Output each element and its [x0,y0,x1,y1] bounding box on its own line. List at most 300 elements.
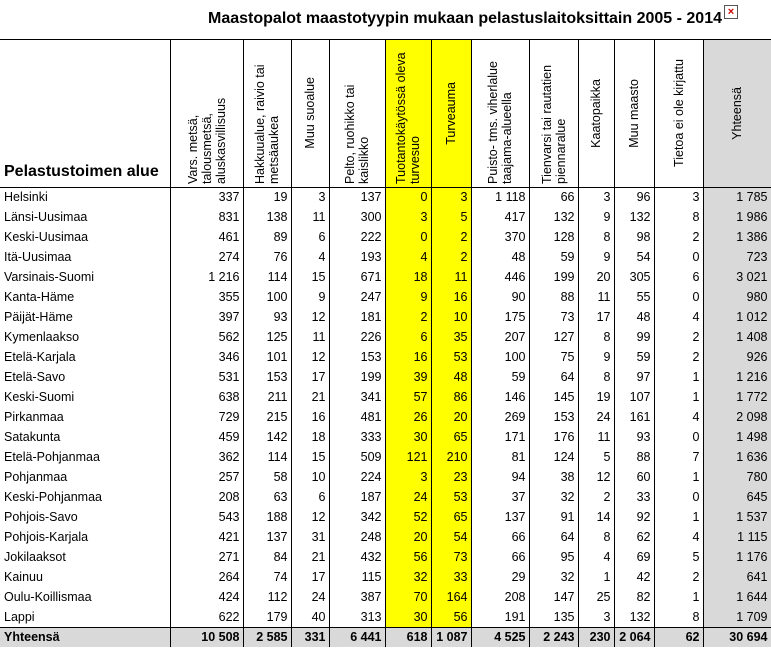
value-cell: 20 [385,527,431,547]
value-cell: 12 [291,307,329,327]
value-cell: 9 [385,287,431,307]
value-cell: 73 [529,307,578,327]
value-cell: 2 585 [243,627,291,647]
value-cell: 11 [291,207,329,227]
value-cell: 88 [614,447,654,467]
value-cell: 248 [329,527,385,547]
table-row [0,227,771,247]
value-cell: 147 [529,587,578,607]
column-header [703,40,771,187]
value-cell: 2 [654,327,703,347]
value-cell: 3 [431,187,471,207]
area-name-cell: Helsinki [0,187,170,207]
value-cell: 8 [578,367,614,387]
data-table [0,40,771,647]
value-cell: 5 [578,447,614,467]
value-cell: 199 [529,267,578,287]
value-cell: 1 [578,567,614,587]
value-cell: 66 [529,187,578,207]
value-cell: 17 [291,567,329,587]
table-row [0,267,771,287]
value-cell: 2 [431,227,471,247]
value-cell: 66 [471,527,529,547]
value-cell: 64 [529,527,578,547]
area-name-cell: Pohjois-Savo [0,507,170,527]
value-cell: 128 [529,227,578,247]
value-cell: 19 [578,387,614,407]
value-cell: 175 [471,307,529,327]
column-header-label: Tuotantokäytössä oleva turvesuo [394,52,422,185]
value-cell: 1 709 [703,607,771,627]
area-name-cell: Itä-Uusimaa [0,247,170,267]
value-cell: 4 [654,407,703,427]
value-cell: 2 [654,347,703,367]
value-cell: 138 [243,207,291,227]
value-cell: 65 [431,507,471,527]
value-cell: 48 [471,247,529,267]
value-cell: 76 [243,247,291,267]
value-cell: 86 [431,387,471,407]
area-name-cell: Pirkanmaa [0,407,170,427]
table-row [0,527,771,547]
value-cell: 9 [578,247,614,267]
value-cell: 55 [614,287,654,307]
column-header [385,40,431,187]
value-cell: 191 [471,607,529,627]
value-cell: 12 [291,507,329,527]
value-cell: 1 636 [703,447,771,467]
value-cell: 56 [385,547,431,567]
value-cell: 4 [578,547,614,567]
value-cell: 100 [471,347,529,367]
table-row [0,487,771,507]
value-cell: 8 [578,527,614,547]
value-cell: 387 [329,587,385,607]
value-cell: 114 [243,267,291,287]
value-cell: 459 [170,427,243,447]
column-header-label: Puisto- tms. viherlalue taajama-alueella [486,61,514,185]
value-cell: 210 [431,447,471,467]
value-cell: 622 [170,607,243,627]
value-cell: 370 [471,227,529,247]
value-cell: 15 [291,267,329,287]
area-name-cell: Lappi [0,607,170,627]
table-row [0,287,771,307]
area-name-cell: Etelä-Pohjanmaa [0,447,170,467]
value-cell: 24 [291,587,329,607]
value-cell: 75 [529,347,578,367]
value-cell: 91 [529,507,578,527]
value-cell: 926 [703,347,771,367]
header-row [0,40,771,187]
value-cell: 3 [578,607,614,627]
value-cell: 226 [329,327,385,347]
value-cell: 2 243 [529,627,578,647]
value-cell: 99 [614,327,654,347]
table-row [0,407,771,427]
value-cell: 4 [291,247,329,267]
value-cell: 125 [243,327,291,347]
value-cell: 313 [329,607,385,627]
value-cell: 164 [431,587,471,607]
value-cell: 1 408 [703,327,771,347]
table-row [0,327,771,347]
value-cell: 3 021 [703,267,771,287]
value-cell: 42 [614,567,654,587]
value-cell: 31 [291,527,329,547]
table-row [0,247,771,267]
column-header [578,40,614,187]
value-cell: 641 [703,567,771,587]
value-cell: 153 [529,407,578,427]
column-header-label: Turveauma [444,81,458,145]
area-name-cell: Jokilaaksot [0,547,170,567]
column-header-label: Yhteensä [730,86,744,140]
area-name-cell: Varsinais-Suomi [0,267,170,287]
value-cell: 331 [291,627,329,647]
value-cell: 1 115 [703,527,771,547]
area-name-cell: Kainuu [0,567,170,587]
value-cell: 137 [329,187,385,207]
value-cell: 9 [578,347,614,367]
value-cell: 92 [614,507,654,527]
value-cell: 1 [654,367,703,387]
value-cell: 1 537 [703,507,771,527]
value-cell: 33 [431,567,471,587]
value-cell: 421 [170,527,243,547]
value-cell: 70 [385,587,431,607]
value-cell: 723 [703,247,771,267]
value-cell: 107 [614,387,654,407]
value-cell: 9 [578,207,614,227]
value-cell: 208 [471,587,529,607]
value-cell: 509 [329,447,385,467]
value-cell: 121 [385,447,431,467]
table-row [0,567,771,587]
value-cell: 98 [614,227,654,247]
value-cell: 96 [614,187,654,207]
table-row [0,187,771,207]
value-cell: 446 [471,267,529,287]
value-cell: 618 [385,627,431,647]
value-cell: 461 [170,227,243,247]
column-header-label: Tietoa ei ole kirjattu [671,59,686,168]
value-cell: 671 [329,267,385,287]
table-row [0,347,771,367]
value-cell: 115 [329,567,385,587]
value-cell: 1 176 [703,547,771,567]
column-header-label: Kaatopaikka [589,78,603,148]
column-header [654,40,703,187]
table-row [0,307,771,327]
value-cell: 30 694 [703,627,771,647]
value-cell: 53 [431,347,471,367]
value-cell: 21 [291,547,329,567]
value-cell: 247 [329,287,385,307]
value-cell: 11 [431,267,471,287]
value-cell: 230 [578,627,614,647]
value-cell: 145 [529,387,578,407]
table-row [0,547,771,567]
table-row [0,387,771,407]
table-row [0,507,771,527]
value-cell: 355 [170,287,243,307]
value-cell: 2 098 [703,407,771,427]
value-cell: 179 [243,607,291,627]
value-cell: 342 [329,507,385,527]
value-cell: 300 [329,207,385,227]
value-cell: 124 [529,447,578,467]
value-cell: 780 [703,467,771,487]
value-cell: 54 [431,527,471,547]
column-header-label: Vars. metsä, talousmetsä, aluskasvillisuus [185,98,228,185]
value-cell: 187 [329,487,385,507]
title-bar [0,0,771,40]
column-header [614,40,654,187]
value-cell: 1 216 [170,267,243,287]
value-cell: 19 [243,187,291,207]
value-cell: 1 118 [471,187,529,207]
value-cell: 3 [385,467,431,487]
value-cell: 10 [291,467,329,487]
value-cell: 3 [578,187,614,207]
value-cell: 1 [654,467,703,487]
value-cell: 81 [471,447,529,467]
area-name-cell: Kymenlaakso [0,327,170,347]
value-cell: 90 [471,287,529,307]
value-cell: 424 [170,587,243,607]
value-cell: 39 [385,367,431,387]
value-cell: 171 [471,427,529,447]
value-cell: 341 [329,387,385,407]
value-cell: 21 [291,387,329,407]
value-cell: 397 [170,307,243,327]
value-cell: 16 [291,407,329,427]
value-cell: 88 [529,287,578,307]
column-header [291,40,329,187]
value-cell: 100 [243,287,291,307]
value-cell: 93 [243,307,291,327]
value-cell: 3 [654,187,703,207]
value-cell: 274 [170,247,243,267]
value-cell: 1 498 [703,427,771,447]
table-row [0,367,771,387]
value-cell: 59 [614,347,654,367]
value-cell: 59 [529,247,578,267]
value-cell: 24 [385,487,431,507]
value-cell: 11 [578,427,614,447]
area-name-cell: Etelä-Savo [0,367,170,387]
value-cell: 112 [243,587,291,607]
value-cell: 20 [431,407,471,427]
value-cell: 2 [578,487,614,507]
value-cell: 4 525 [471,627,529,647]
value-cell: 48 [431,367,471,387]
value-cell: 33 [614,487,654,507]
value-cell: 14 [578,507,614,527]
value-cell: 62 [614,527,654,547]
value-cell: 346 [170,347,243,367]
value-cell: 153 [243,367,291,387]
value-cell: 645 [703,487,771,507]
value-cell: 199 [329,367,385,387]
value-cell: 193 [329,247,385,267]
value-cell: 82 [614,587,654,607]
area-name-cell: Kanta-Häme [0,287,170,307]
value-cell: 97 [614,367,654,387]
value-cell: 337 [170,187,243,207]
value-cell: 6 [385,327,431,347]
value-cell: 153 [329,347,385,367]
total-row [0,627,771,647]
value-cell: 1 216 [703,367,771,387]
value-cell: 0 [654,287,703,307]
area-name-cell: Oulu-Koillismaa [0,587,170,607]
value-cell: 137 [471,507,529,527]
value-cell: 84 [243,547,291,567]
value-cell: 176 [529,427,578,447]
value-cell: 57 [385,387,431,407]
close-icon[interactable]: × [724,5,738,19]
value-cell: 1 [654,507,703,527]
value-cell: 4 [654,527,703,547]
value-cell: 4 [385,247,431,267]
value-cell: 333 [329,427,385,447]
value-cell: 6 [654,267,703,287]
value-cell: 20 [578,267,614,287]
column-header [529,40,578,187]
value-cell: 6 441 [329,627,385,647]
value-cell: 11 [578,287,614,307]
value-cell: 1 772 [703,387,771,407]
column-header [471,40,529,187]
value-cell: 32 [529,567,578,587]
table-row [0,427,771,447]
value-cell: 432 [329,547,385,567]
value-cell: 53 [431,487,471,507]
value-cell: 215 [243,407,291,427]
table-row [0,447,771,467]
value-cell: 93 [614,427,654,447]
value-cell: 8 [654,207,703,227]
value-cell: 1 [654,387,703,407]
value-cell: 638 [170,387,243,407]
value-cell: 16 [431,287,471,307]
value-cell: 1 386 [703,227,771,247]
value-cell: 10 508 [170,627,243,647]
value-cell: 18 [385,267,431,287]
value-cell: 12 [578,467,614,487]
area-name-cell: Etelä-Karjala [0,347,170,367]
value-cell: 222 [329,227,385,247]
column-header-label: Tienvarsi tai rautatien piennaralue [539,65,568,185]
column-header [243,40,291,187]
value-cell: 32 [385,567,431,587]
value-cell: 1 012 [703,307,771,327]
value-cell: 831 [170,207,243,227]
value-cell: 29 [471,567,529,587]
value-cell: 89 [243,227,291,247]
value-cell: 26 [385,407,431,427]
area-name-cell: Keski-Suomi [0,387,170,407]
value-cell: 6 [291,487,329,507]
value-cell: 10 [431,307,471,327]
value-cell: 2 [431,247,471,267]
value-cell: 0 [385,187,431,207]
value-cell: 52 [385,507,431,527]
value-cell: 8 [578,327,614,347]
value-cell: 101 [243,347,291,367]
value-cell: 3 [385,207,431,227]
value-cell: 562 [170,327,243,347]
value-cell: 35 [431,327,471,347]
value-cell: 132 [614,207,654,227]
value-cell: 188 [243,507,291,527]
value-cell: 30 [385,427,431,447]
value-cell: 69 [614,547,654,567]
value-cell: 23 [431,467,471,487]
value-cell: 5 [654,547,703,567]
value-cell: 73 [431,547,471,567]
value-cell: 269 [471,407,529,427]
value-cell: 0 [654,427,703,447]
area-name-cell: Pohjois-Karjala [0,527,170,547]
value-cell: 0 [654,487,703,507]
value-cell: 114 [243,447,291,467]
value-cell: 12 [291,347,329,367]
value-cell: 30 [385,607,431,627]
value-cell: 0 [385,227,431,247]
value-cell: 24 [578,407,614,427]
table-body [0,187,771,647]
column-header-label: Pelto, ruohikko tai kaislikko [343,84,371,185]
value-cell: 95 [529,547,578,567]
value-cell: 142 [243,427,291,447]
value-cell: 127 [529,327,578,347]
value-cell: 17 [291,367,329,387]
value-cell: 1 644 [703,587,771,607]
value-cell: 66 [471,547,529,567]
value-cell: 2 [654,567,703,587]
value-cell: 15 [291,447,329,467]
value-cell: 60 [614,467,654,487]
value-cell: 63 [243,487,291,507]
value-cell: 25 [578,587,614,607]
value-cell: 1 [654,587,703,607]
value-cell: 135 [529,607,578,627]
column-header-label: Muu suoalue [303,77,317,150]
value-cell: 264 [170,567,243,587]
value-cell: 62 [654,627,703,647]
value-cell: 8 [578,227,614,247]
value-cell: 37 [471,487,529,507]
column-header-area: Pelastustoimen alue [0,40,170,187]
area-name-cell: Yhteensä [0,627,170,647]
value-cell: 362 [170,447,243,467]
value-cell: 8 [654,607,703,627]
value-cell: 64 [529,367,578,387]
value-cell: 40 [291,607,329,627]
value-cell: 980 [703,287,771,307]
page-title: Maastopalot maastotyypin mukaan pelastuslaitoksittain 2005 - 2014 [208,10,722,27]
area-name-cell: Keski-Pohjanmaa [0,487,170,507]
value-cell: 161 [614,407,654,427]
value-cell: 59 [471,367,529,387]
value-cell: 305 [614,267,654,287]
area-name-cell: Keski-Uusimaa [0,227,170,247]
value-cell: 417 [471,207,529,227]
value-cell: 32 [529,487,578,507]
